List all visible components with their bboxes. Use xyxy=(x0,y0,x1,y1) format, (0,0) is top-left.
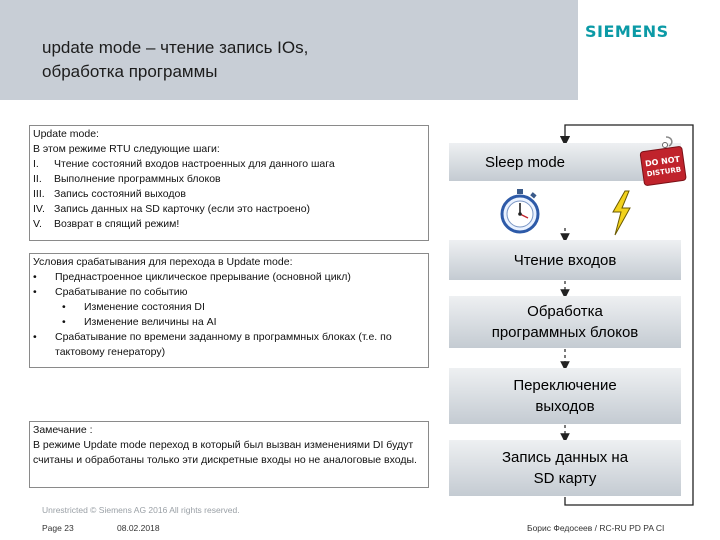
box1-heading: Update mode: xyxy=(33,128,99,140)
bullet-marker: • xyxy=(33,271,37,283)
footer-author: Борис Федосеев / RC-RU PD PA CI xyxy=(527,523,665,533)
step-label: Обработка xyxy=(527,303,603,320)
step-text: Возврат в спящий режим! xyxy=(54,218,180,230)
step-label: программных блоков xyxy=(491,324,639,341)
note-heading: Замечание : xyxy=(33,424,93,436)
step-marker: II. xyxy=(33,173,42,185)
step-text: Чтение состояний входов настроенных для данного шага xyxy=(54,158,335,170)
footer-date: 08.02.2018 xyxy=(117,523,160,533)
step-marker: V. xyxy=(33,218,42,230)
note-text: В режиме Update mode переход в который был вызван изменениями DI будут считаны и обработаны только эти дискретные входы но не аналоговые входы. xyxy=(33,439,417,466)
box1-intro: В этом режиме RTU следующие шаги: xyxy=(33,143,220,155)
bullet-marker: • xyxy=(62,316,66,328)
tag-text-line1: DO NOT xyxy=(644,154,681,169)
step-label: Запись данных на xyxy=(501,449,629,466)
footer-copyright: Unrestricted © Siemens AG 2016 All rights reserved. xyxy=(42,505,240,515)
bullet-text: Преднастроенное циклическое прерывание (основной цикл) xyxy=(55,271,351,283)
stopwatch-icon xyxy=(498,188,542,234)
bullet-marker: • xyxy=(62,301,66,313)
step-marker: I. xyxy=(33,158,39,170)
flow-step-process-blocks xyxy=(449,296,681,348)
step-marker: IV. xyxy=(33,203,45,215)
flow-step-read-inputs xyxy=(449,240,681,280)
tag-text-line2: DISTURB xyxy=(646,165,682,179)
lightning-bolt-icon xyxy=(608,190,634,236)
step-label: Чтение входов xyxy=(513,251,617,269)
box2-heading: Условия срабатывания для перехода в Update mode: xyxy=(33,256,293,268)
flow-step-switch-outputs xyxy=(449,368,681,424)
title-line-1: update mode – чтение запись IOs, xyxy=(42,38,309,57)
bullet-marker: • xyxy=(33,286,37,298)
title-line-2: обработка программы xyxy=(42,62,218,81)
step-text: Выполнение программных блоков xyxy=(54,173,221,185)
bullet-text: Изменение величины на AI xyxy=(84,316,217,328)
do-not-disturb-tag xyxy=(638,135,688,189)
bullet-text: Срабатывание по событию xyxy=(55,286,188,298)
step-label: Переключение xyxy=(513,377,617,394)
step-label: выходов xyxy=(535,398,595,415)
step-marker: III. xyxy=(33,188,45,200)
step-label: SD карту xyxy=(533,470,597,487)
flow-step-write-sd xyxy=(449,440,681,496)
bullet-text: Срабатывание по времени заданному в программных блоках (т.е. по тактовому генератору) xyxy=(55,331,392,358)
footer-page-number: Page 23 xyxy=(42,523,74,533)
step-text: Запись данных на SD карточку (если это настроено) xyxy=(54,203,311,215)
bullet-marker: • xyxy=(33,331,37,343)
siemens-logo: SIEMENS xyxy=(585,22,669,41)
step-text: Запись состояний выходов xyxy=(54,188,186,200)
step-label: Sleep mode xyxy=(484,153,566,171)
bullet-text: Изменение состояния DI xyxy=(84,301,205,313)
